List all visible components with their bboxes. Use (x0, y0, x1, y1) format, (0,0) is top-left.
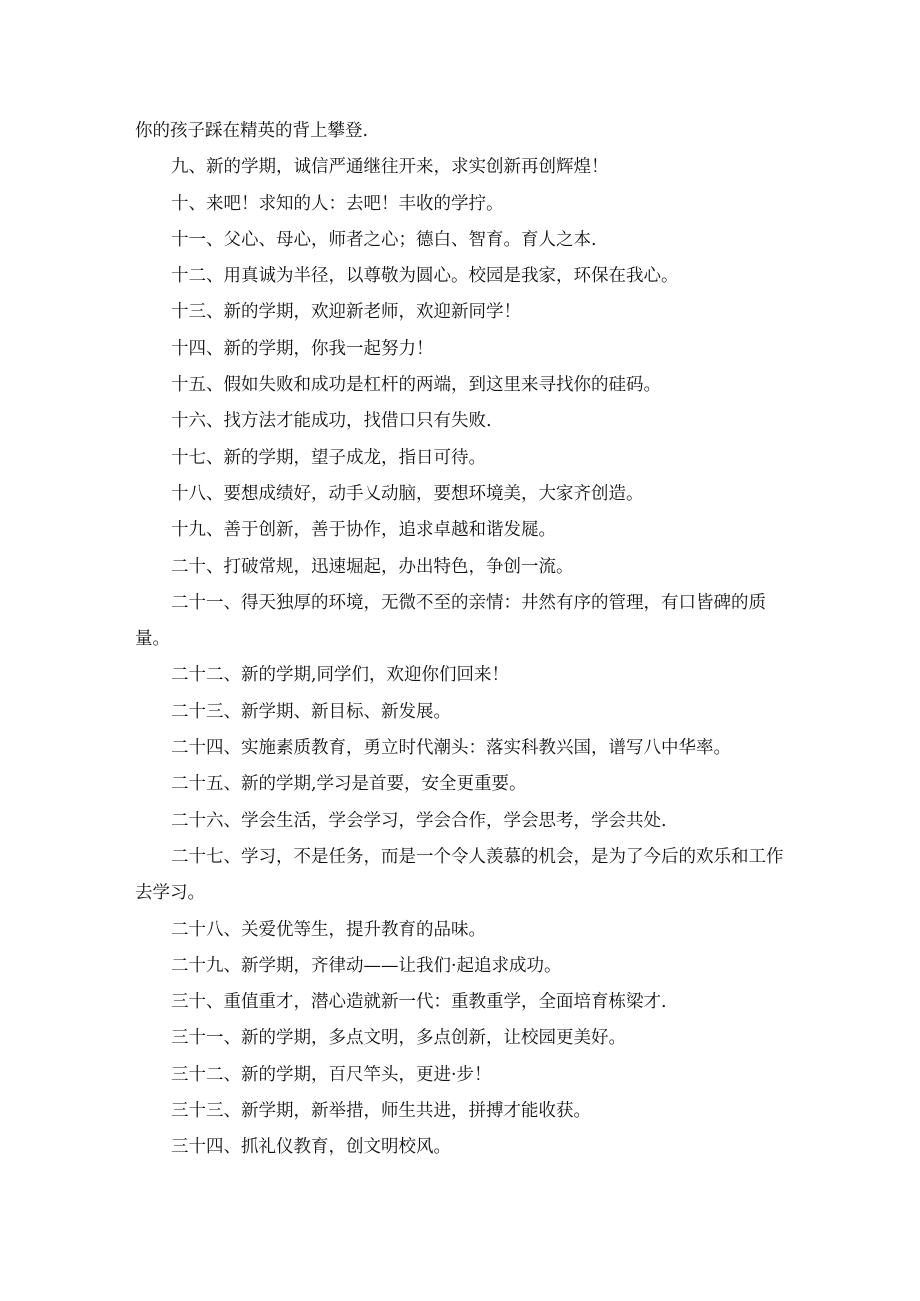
paragraph: 二十七、学习，不是任务，而是一个令人羡慕的机会，是为了今后的欢乐和工作去学习。 (135, 846, 784, 904)
paragraph: 十八、要想成绩好，动手乂动脑，要想环境美，大家齐创造。 (171, 483, 644, 504)
document-body (135, 113, 785, 1166)
paragraph: 二十八、关爱优等生，提升教育的品味。 (171, 919, 486, 940)
paragraph: 十、来吧！求知的人：去吧！丰收的学拧。 (171, 193, 504, 214)
paragraph: 二十一、得天独厚的环境，无微不至的亲情：井然有序的管理，有口皆碑的质量。 (135, 592, 766, 650)
paragraph: 十四、新的学期，你我一起努力！ (171, 338, 434, 359)
paragraph: 二十五、新的学期,学习是首要，安全更重要。 (171, 774, 527, 795)
paragraph: 二十九、新学期，齐律动——让我们·起追求成功。 (171, 955, 562, 976)
paragraph: 十九、善于创新，善于协作，追求卓越和谐发屣。 (171, 520, 556, 541)
paragraph: 二十、打破常规，迅速堀起，办出特色，争创一流。 (171, 556, 574, 577)
paragraph: 九、新的学期，诚信严通继往开来，求实创新再创辉煌！ (171, 157, 609, 178)
paragraph: 十一、父心、母心，师者之心；德白、智育。育人之本. (171, 229, 597, 250)
paragraph: 三十四、抓礼仪教育，创文明校风。 (171, 1137, 451, 1158)
paragraph: 十七、新的学期，望子成龙，指日可待。 (171, 447, 486, 468)
paragraph: 二十四、实施素质教育，勇立时代潮头：落实科教兴国，谱写八中华率。 (171, 738, 731, 759)
paragraph: 二十二、新的学期,同学们，欢迎你们回来！ (171, 665, 510, 686)
paragraph: 三十、重值重才，潜心造就新一代：重教重学，全面培育栋梁才. (171, 992, 667, 1013)
paragraph: 十五、假如失败和成功是杠杆的两端，到这里来寻找你的硅码。 (171, 375, 661, 396)
paragraph: 十三、新的学期，欢迎新老师，欢迎新同学！ (171, 302, 521, 323)
paragraph: 三十二、新的学期，百尺竿头，更进·步！ (171, 1064, 492, 1085)
paragraph: 二十三、新学期、新目标、新发展。 (171, 701, 451, 722)
paragraph: 十二、用真诚为半径，以尊敬为圆心。校园是我家，环保在我心。 (171, 266, 679, 287)
paragraph: 二十六、学会生活，学会学习，学会合作，学会思考，学会共处. (171, 810, 667, 831)
paragraph: 三十一、新的学期，多点文明，多点创新，让校园更美好。 (171, 1028, 626, 1049)
paragraph: 十六、找方法才能成功，找借口只有失败. (171, 411, 492, 432)
paragraph: 你的孩子踩在精英的背上攀登. (135, 121, 369, 141)
paragraph: 三十三、新学期，新举措，师生共进，拼搏才能收获。 (171, 1101, 591, 1122)
